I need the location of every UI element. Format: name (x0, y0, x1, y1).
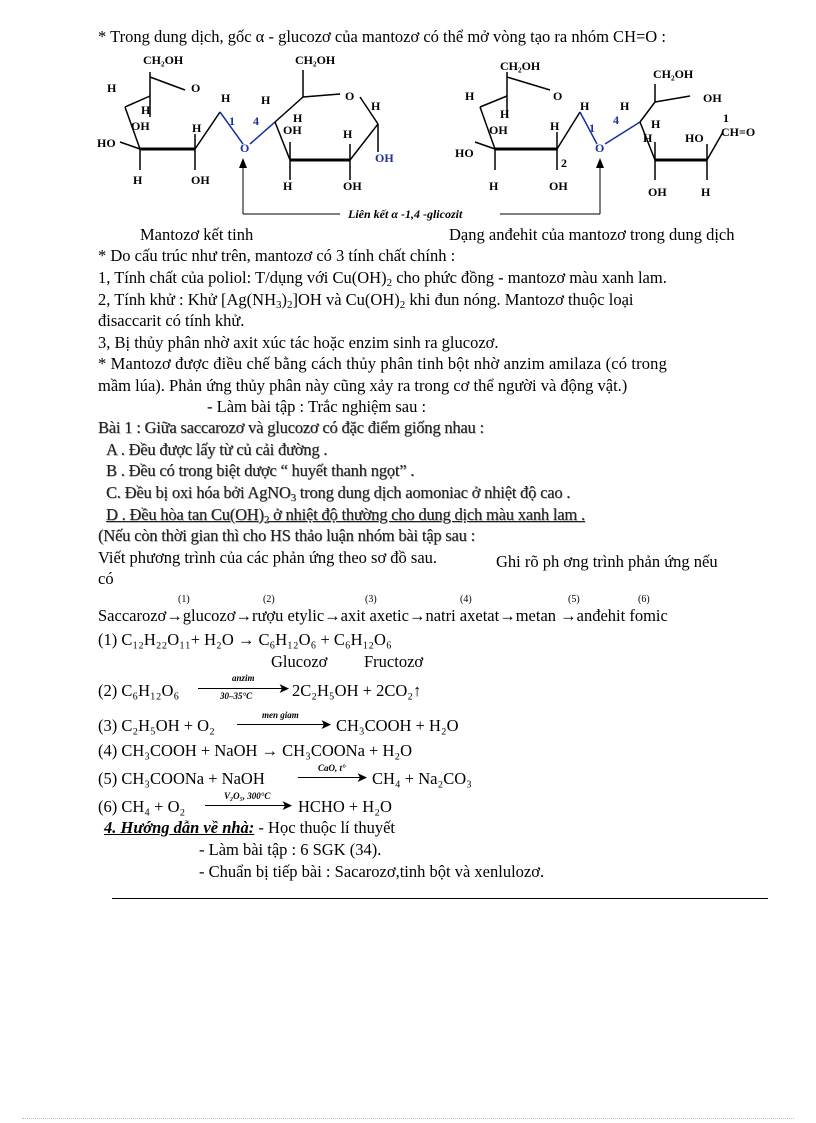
scheme-num-1: (1) (178, 594, 190, 605)
dg-o-bridge-1: O (240, 141, 250, 155)
task-line-1b: Ghi rõ ph ơng trình phản ứng nếu (496, 552, 718, 571)
dg-ch2oh-4: CH₂OH (653, 67, 694, 81)
reaction-scheme: Saccarozơ→glucozơ→rượu etylic→axit axetic→natri axetat→metan →anđehit fomic (98, 606, 668, 625)
dg-num-4: 4 (253, 114, 259, 128)
page-bottom-dotted-rule (22, 1118, 794, 1119)
homework-line-1: 4. Hướng dẫn về nhà: - Học thuộc lí thuyết (104, 818, 395, 837)
dg-ho-1: HO (97, 136, 116, 150)
reaction-5-arrowhead: ➤ (356, 771, 368, 786)
dg-oh-1: OH (131, 119, 150, 133)
text-line-1: * Do cấu trúc như trên, mantozơ có 3 tính chất chính : (98, 246, 456, 265)
dg-h-9: H (343, 127, 353, 141)
reaction-5-right: CH₄ + Na₂CO₃ (372, 769, 472, 788)
bai1-option-b: B . Đều có trong biệt dược “ huyết thanh ngọt” . (106, 461, 415, 480)
reaction-6-right: HCHO + H₂O (298, 797, 392, 816)
dg-ch2oh-3: CH₂OH (500, 59, 541, 73)
dg-h-3: H (192, 121, 202, 135)
dg-oh-6: OH (489, 123, 508, 137)
caption-left: Mantozơ kết tinh (140, 225, 254, 244)
reaction-5-left: (5) CH₃COONa + NaOH (98, 769, 265, 788)
reaction-2-cond-top: anzim (232, 673, 255, 683)
bai1-note: (Nếu còn thời gian thì cho HS thảo luận nhóm bài tập sau : (98, 526, 476, 545)
dg-o-1: O (191, 81, 201, 95)
bottom-rule (112, 898, 768, 899)
dg-h-4: H (221, 91, 231, 105)
reaction-1: (1) C₁₂H₂₂O₁₁+ H₂O → C₆H₁₂O₆ + C₆H₁₂O₆ (98, 630, 392, 649)
dg-o-2: O (345, 89, 355, 103)
dg-o-bridge-2: O (595, 141, 605, 155)
reaction-1-fructozo: Fructozơ (364, 652, 424, 671)
dg-cho: CH=O (721, 125, 756, 139)
dg-oh-5: OH (343, 179, 362, 193)
reaction-1-glucozo: Glucozơ (271, 652, 328, 671)
reaction-3-arrow (237, 724, 325, 725)
homework-title: 4. Hướng dẫn về nhà: (104, 818, 255, 837)
reaction-3-right: CH₃COOH + H₂O (336, 716, 459, 735)
dg-ho-2: HO (455, 146, 474, 160)
dg-h-11: H (465, 89, 475, 103)
homework-item-2: - Làm bài tập : 6 SGK (34). (199, 840, 382, 859)
dg-num-1: 1 (229, 114, 235, 128)
dg-h-19: H (701, 185, 711, 199)
reaction-2-right: 2C₂H₅OH + 2CO₂↑ (292, 681, 422, 700)
scheme-num-3: (3) (365, 594, 377, 605)
mantose-structure-diagram (95, 52, 775, 227)
dg-num-1b: 1 (589, 121, 595, 135)
dg-num-2: 2 (561, 156, 567, 170)
reaction-2-arrow (198, 688, 282, 689)
reaction-2-cond-bot: 30–35°C (220, 691, 253, 701)
dg-num-4b: 4 (613, 113, 619, 127)
dg-ch2oh-2: CH₂OH (295, 53, 336, 67)
dg-oh-7: OH (549, 179, 568, 193)
reaction-4: (4) CH₃COOH + NaOH → CH₃COONa + H₂O (98, 741, 413, 760)
scheme-num-4: (4) (460, 594, 472, 605)
dg-o-3: O (553, 89, 563, 103)
reaction-2-left: (2) C₆H₁₂O₆ (98, 681, 180, 700)
dg-oh-4: OH (375, 151, 394, 165)
text-line-5: 3, Bị thủy phân nhờ axit xúc tác hoặc enzim sinh ra glucozơ. (98, 333, 499, 352)
reaction-5-arrow (298, 777, 360, 778)
dg-h-14: H (550, 119, 560, 133)
dg-h-16: H (620, 99, 630, 113)
text-line-6: * Mantozơ được điều chế bằng cách thủy phân tinh bột nhờ anzim amilaza (có trong (98, 354, 667, 373)
dg-num-1c: 1 (723, 111, 729, 125)
dg-oh-3: OH (283, 123, 302, 137)
task-line-2: có (98, 569, 114, 588)
bai1-option-c: C. Đều bị oxi hóa bởi AgNO$_3$ trong dung dịch aomoniac ở nhiệt độ cao . (106, 483, 571, 504)
scheme-num-2: (2) (263, 594, 275, 605)
task-line-1a: Viết phương trình của các phản ứng theo sơ đồ sau. (98, 548, 438, 567)
dg-oh-9: OH (648, 185, 667, 199)
dg-ho-3: HO (685, 131, 704, 145)
dg-oh-8: OH (703, 91, 722, 105)
dg-oh-2: OH (191, 173, 210, 187)
text-line-2: 1, Tính chất của poliol: T/dụng với $Cu(OH)_2$ cho phức đồng - mantozơ màu xanh lam. (98, 268, 667, 289)
dg-h-13: H (500, 107, 510, 121)
reaction-2-arrowhead: ➤ (278, 682, 290, 697)
dg-h-1: H (107, 81, 117, 95)
text-line-3: 2, Tính khử : Khử $[Ag(NH_3)_2]OH$ và $Cu(OH)_2$ khi đun nóng. Mantozơ thuộc loại (98, 290, 634, 311)
dg-h-17: H (651, 117, 661, 131)
reaction-3-arrowhead: ➤ (320, 718, 332, 733)
dg-ch2oh-1: CH₂OH (143, 53, 184, 67)
reaction-3-cond: men giam (262, 710, 299, 720)
reaction-5-cond: CaO, t° (318, 763, 346, 773)
text-line-8: - Làm bài tập : Trắc nghiệm sau : (207, 397, 427, 416)
header-line: * Trong dung dịch, gốc α - glucozơ của mantozơ có thể mở vòng tạo ra nhóm CH=O : (98, 27, 666, 46)
scheme-num-5: (5) (568, 594, 580, 605)
homework-item-3: - Chuẩn bị tiếp bài : Sacarozơ,tinh bột và xenlulozơ. (199, 862, 545, 881)
dg-h-12: H (580, 99, 590, 113)
reaction-6-arrowhead: ➤ (281, 799, 293, 814)
text-line-7: mầm lúa). Phản ứng thủy phân này cũng xảy ra trong cơ thể người và động vật.) (98, 376, 628, 395)
bai1-option-d: D . Đều hòa $\tan Cu(OH)_2$ ở nhiệt độ thường cho dung dịch màu xanh lam . (106, 505, 585, 526)
dg-h-10: H (283, 179, 293, 193)
reaction-6-arrow (205, 805, 285, 806)
text-line-4: đisaccarit có tính khử. (98, 311, 245, 330)
bai1-question: Bài 1 : Giữa saccarozơ và glucozơ có đặc điểm giống nhau : (98, 418, 484, 437)
caption-right: Dạng anđehit của mantozơ trong dung dịch (449, 225, 735, 244)
dg-h-5: H (133, 173, 143, 187)
scheme-num-6: (6) (638, 594, 650, 605)
reaction-6-cond: V₂O₅, 300°C (224, 791, 271, 801)
dg-h-2: H (141, 103, 151, 117)
dg-h-8: H (293, 111, 303, 125)
dg-h-6: H (261, 93, 271, 107)
reaction-6-left: (6) CH₄ + O₂ (98, 797, 186, 816)
link-label: Liên kết α -1,4 -glicozit (348, 207, 463, 221)
dg-h-7: H (371, 99, 381, 113)
bai1-option-a: A . Đều được lấy từ củ cải đường . (106, 440, 328, 459)
reaction-3-left: (3) C₂H₅OH + O₂ (98, 716, 215, 735)
dg-h-15: H (489, 179, 499, 193)
dg-h-18: H (643, 131, 653, 145)
